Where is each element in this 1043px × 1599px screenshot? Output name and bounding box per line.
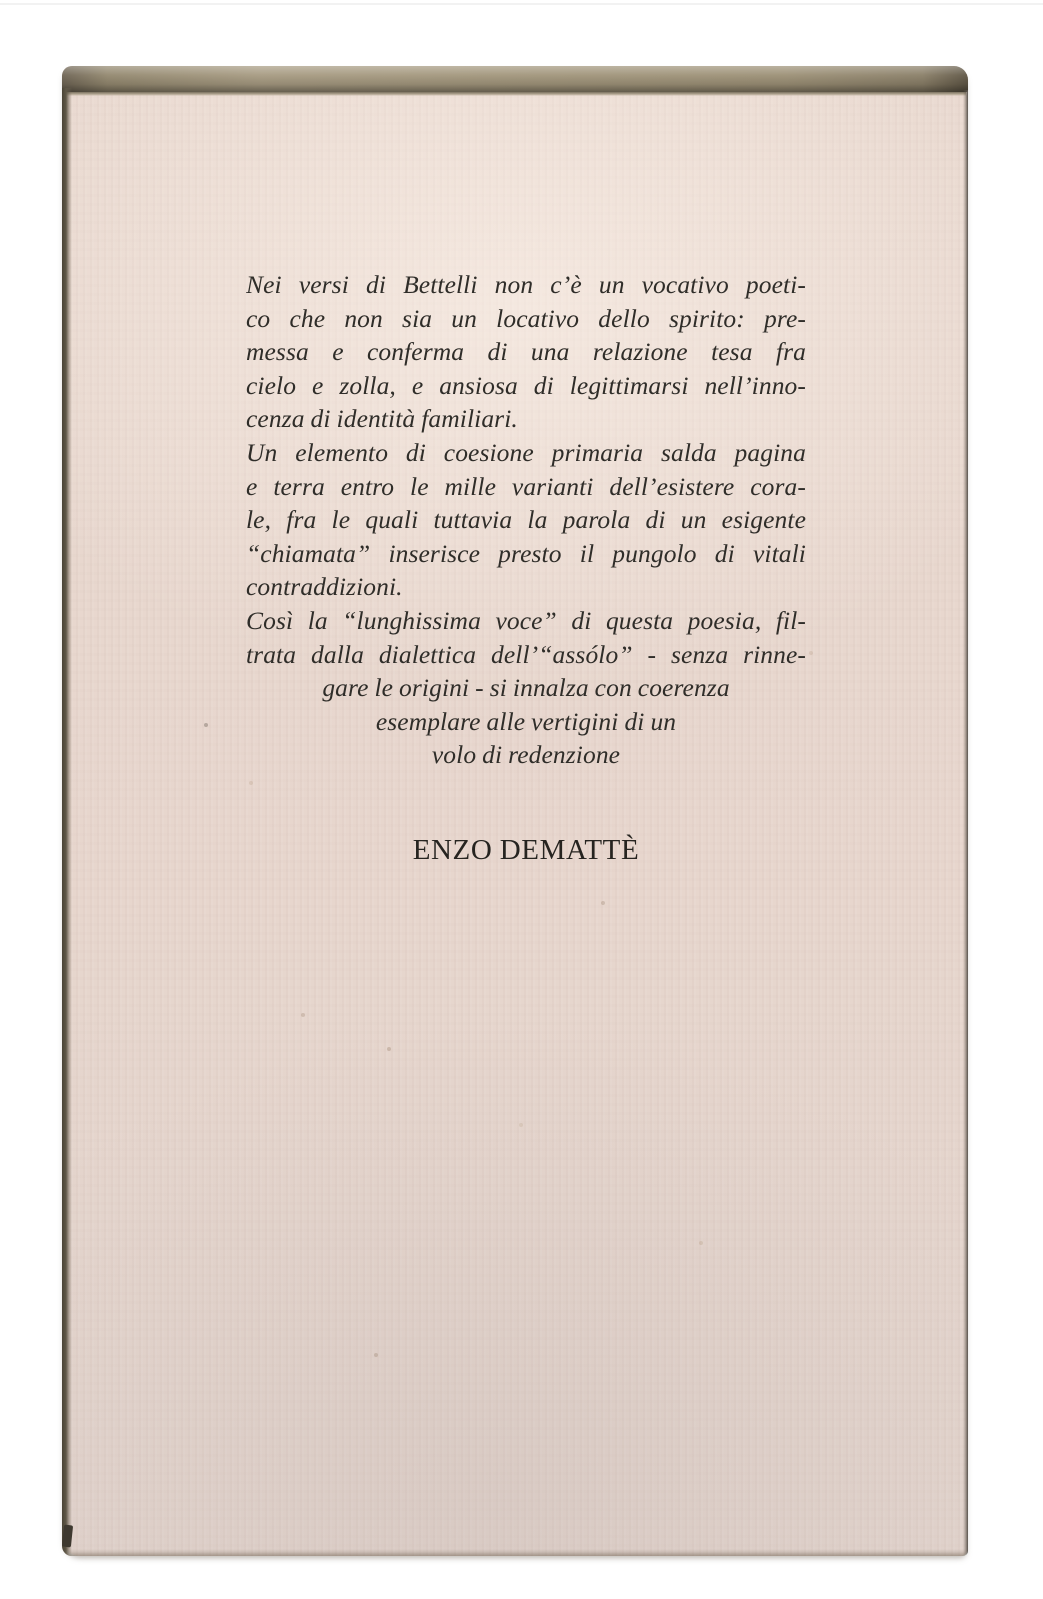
blurb-line: contraddizioni. <box>246 572 403 602</box>
blurb-line: Nei versi di Bettelli non c’è un vocativo poeti- <box>246 270 806 299</box>
book-cover-top-crease <box>64 92 966 96</box>
blurb-line: messa e conferma di una relazione tesa fra <box>246 337 806 367</box>
book-back-cover <box>62 66 968 1556</box>
blurb-line: e terra entro le mille varianti dell’esistere cora- <box>246 471 806 501</box>
book-fore-edge <box>963 90 968 1556</box>
blurb-line: cielo e zolla, e ansiosa di legittimarsi nell’inno- <box>246 370 806 400</box>
paper-specks <box>62 66 64 68</box>
blurb-line: trata dalla dialettica dell’“assólo” - senza rinne- <box>246 639 806 669</box>
blurb-line: le, fra le quali tuttavia la parola di un esigente <box>246 505 806 535</box>
blurb-line: cenza di identità familiari. <box>246 404 518 434</box>
author-name: ENZO DEMATTÈ <box>412 833 640 866</box>
scan-artifact-line <box>0 3 1043 5</box>
blurb-line: gare le origini - si innalza con coerenza <box>322 673 730 703</box>
blurb-line: “chiamata” inserisce presto il pungolo di vitali <box>246 538 806 568</box>
blurb-line: Un elemento di coesione primaria salda pagina <box>246 437 806 467</box>
back-cover-blurb <box>246 268 806 868</box>
book-page-block-top-edge <box>62 66 968 92</box>
blurb-line: volo di redenzione <box>431 740 621 770</box>
blurb-line: Così la “lunghissima voce” di questa poesia, fil- <box>246 605 806 635</box>
blurb-line: co che non sia un locativo dello spirito: pre- <box>246 303 806 333</box>
book-spine-edge <box>62 88 72 1556</box>
book-bottom-edge-shadow <box>64 1549 966 1556</box>
blurb-line: esemplare alle vertigini di un <box>375 706 677 736</box>
